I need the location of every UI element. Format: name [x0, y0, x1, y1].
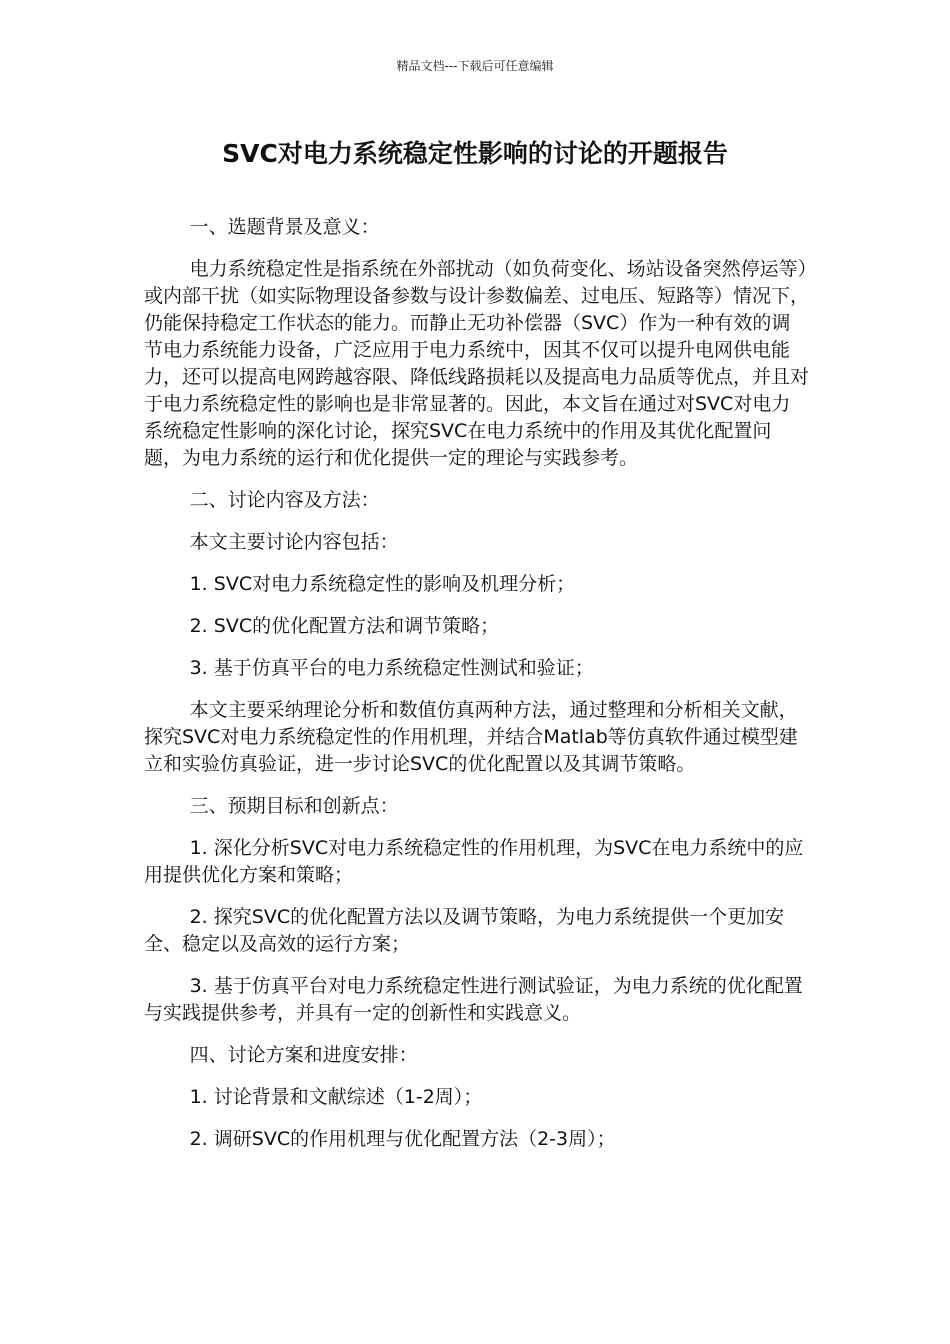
list-item-content-2: 2. SVC的优化配置方法和调节策略； [189, 615, 500, 637]
document-title: SVC对电力系统稳定性影响的讨论的开题报告 [222, 139, 728, 168]
list-item-goal-1: 1. 深化分析SVC对电力系统稳定性的作用机理，为SVC在电力系统中的应用提供优化方案和策略； [144, 837, 804, 886]
list-item-content-3: 3. 基于仿真平台的电力系统稳定性测试和验证； [189, 657, 594, 679]
list-item-content-1: 1. SVC对电力系统稳定性的影响及机理分析； [189, 573, 576, 595]
list-item-schedule-1: 1. 讨论背景和文献综述（1-2周）； [189, 1086, 483, 1108]
paragraph-background: 电力系统稳定性是指系统在外部扰动（如负荷变化、场站设备突然停运等）或内部干扰（如实际物理设备参数与设计参数偏差、过电压、短路等）情况下，仍能保持稳定工作状态的能力。而静止无功补偿器（SVC）作为一种有效的调节电力系统能力设备，广泛应用于电力系统中，因其不仅可以提升电网供电能力，还可以提高电网跨越容限、降低线路损耗以及提高电力品质等优点，并且对于电力系统稳定性的影响也是非常显著的。因此，本文旨在通过对SVC对电力系统稳定性影响的深化讨论，探究SVC在电力系统中的作用及其优化配置问题，为电力系统的运行和优化提供一定的理论与实践参考。 [144, 258, 810, 469]
list-item-goal-3: 3. 基于仿真平台对电力系统稳定性进行测试验证，为电力系统的优化配置与实践提供参考，并具有一定的创新性和实践意义。 [144, 975, 803, 1024]
section-heading-schedule: 四、讨论方案和进度安排： [189, 1044, 418, 1066]
list-item-goal-2: 2. 探究SVC的优化配置方法以及调节策略，为电力系统提供一个更加安全、稳定以及高效的运行方案； [144, 906, 785, 955]
page-header-note: 精品文档---下载后可任意编辑 [396, 59, 554, 73]
paragraph-content-intro: 本文主要讨论内容包括： [189, 531, 399, 553]
section-heading-goals: 三、预期目标和创新点： [189, 795, 399, 817]
section-heading-content-method: 二、讨论内容及方法： [189, 489, 380, 511]
document-body [144, 214, 809, 1168]
list-item-schedule-2: 2. 调研SVC的作用机理与优化配置方法（2-3周）； [189, 1128, 616, 1150]
paragraph-method: 本文主要采纳理论分析和数值仿真两种方法，通过整理和分析相关文献，探究SVC对电力系统稳定性的作用机理，并结合Matlab等仿真软件通过模型建立和实验仿真验证，进一步讨论SVC的优化配置以及其调节策略。 [144, 699, 798, 775]
section-heading-background: 一、选题背景及意义： [189, 216, 380, 238]
